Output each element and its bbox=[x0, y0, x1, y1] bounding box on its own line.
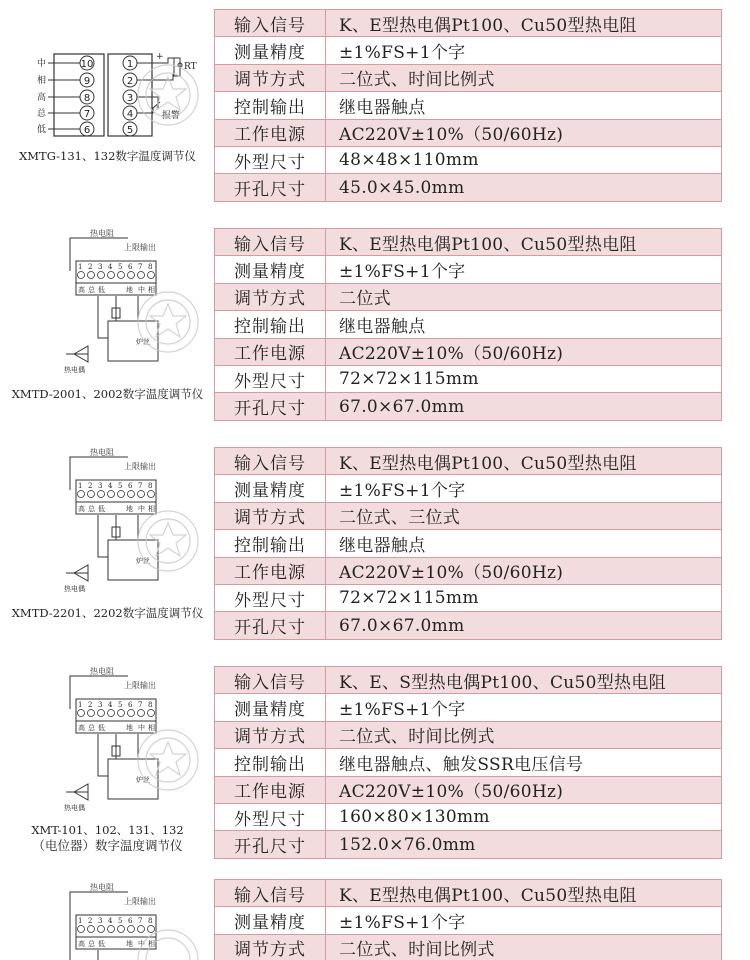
spec-row bbox=[215, 174, 722, 201]
spec-value: AC220V±10%（50/60Hz) bbox=[326, 776, 722, 803]
terminal-number: 7 bbox=[138, 701, 143, 709]
terminal-number: 7 bbox=[138, 482, 143, 490]
spec-value: 二位式、三位式 bbox=[326, 502, 722, 529]
wiring-diagram-svg bbox=[8, 226, 213, 376]
terminal-label: 相 bbox=[148, 286, 155, 294]
furnace-label: 炉丝 bbox=[136, 776, 150, 784]
thermocouple-label: 热电偶 bbox=[64, 585, 85, 593]
spec-table bbox=[214, 666, 722, 859]
spec-row bbox=[215, 584, 722, 611]
terminal-number: 1 bbox=[78, 482, 83, 490]
terminal-number: 5 bbox=[118, 917, 123, 925]
terminal-label: 低 bbox=[98, 286, 105, 294]
spec-row bbox=[215, 612, 722, 639]
terminal-label: 高 bbox=[78, 940, 85, 948]
terminal-number: 8 bbox=[148, 701, 153, 709]
spec-label: 测量精度 bbox=[215, 37, 326, 64]
diagram-label: 上限输出 bbox=[124, 897, 156, 906]
terminal-label: 高 bbox=[78, 286, 85, 294]
terminal-label: 中 bbox=[138, 724, 145, 732]
spec-row bbox=[215, 283, 722, 310]
terminal-number: 6 bbox=[128, 917, 133, 925]
terminal-label: 高 bbox=[78, 724, 85, 732]
spec-row bbox=[215, 803, 722, 830]
caption-line: XMT-101、102、131、132 bbox=[31, 823, 184, 837]
terminal-number: 3 bbox=[126, 93, 134, 104]
rt-label: RT bbox=[184, 62, 197, 72]
wiring-diagram-svg bbox=[8, 664, 213, 814]
spec-label: 外型尺寸 bbox=[215, 365, 326, 392]
terminal-label: 低 bbox=[98, 505, 105, 513]
terminal-number: 2 bbox=[126, 76, 134, 87]
wiring-diagram bbox=[8, 880, 213, 960]
spec-label: 开孔尺寸 bbox=[215, 174, 326, 201]
spec-row bbox=[215, 448, 722, 475]
terminal-label: 中 bbox=[138, 505, 145, 513]
spec-value: 二位式、时间比例式 bbox=[326, 64, 722, 91]
spec-label: 控制输出 bbox=[215, 311, 326, 338]
terminal-label: 高 bbox=[78, 505, 85, 513]
alarm-label: 报警 bbox=[162, 111, 181, 121]
spec-row bbox=[215, 146, 722, 173]
spec-label: 外型尺寸 bbox=[215, 584, 326, 611]
spec-value: ±1%FS+1个字 bbox=[326, 37, 722, 64]
spec-row bbox=[215, 64, 722, 91]
spec-value: 继电器触点 bbox=[326, 92, 722, 119]
furnace-label: 炉丝 bbox=[136, 557, 150, 565]
terminal-number: 2 bbox=[88, 701, 93, 709]
terminal-number: 5 bbox=[126, 125, 134, 136]
spec-label: 外型尺寸 bbox=[215, 803, 326, 830]
terminal-number: 8 bbox=[83, 93, 91, 104]
spec-value: 继电器触点 bbox=[326, 311, 722, 338]
terminal-number: 1 bbox=[78, 701, 83, 709]
spec-label: 控制输出 bbox=[215, 749, 326, 776]
plus-label: + bbox=[156, 52, 164, 62]
product-caption bbox=[0, 148, 215, 164]
spec-value: 45.0×45.0mm bbox=[326, 174, 722, 201]
terminal-number: 10 bbox=[80, 59, 94, 70]
product-caption bbox=[0, 386, 215, 402]
terminal-label: 总 bbox=[36, 109, 46, 119]
spec-label: 输入信号 bbox=[215, 10, 326, 37]
caption-line: （电位器）数字温度调节仪 bbox=[32, 838, 183, 853]
terminal-number: 3 bbox=[98, 263, 103, 271]
spec-value: AC220V±10%（50/60Hz) bbox=[326, 557, 722, 584]
wiring-diagram-svg bbox=[8, 50, 213, 140]
terminal-label: 相 bbox=[148, 724, 155, 732]
terminal-number: 3 bbox=[98, 701, 103, 709]
spec-row bbox=[215, 338, 722, 365]
spec-row bbox=[215, 667, 722, 694]
spec-value: 72×72×115mm bbox=[326, 584, 722, 611]
spec-row bbox=[215, 530, 722, 557]
wiring-diagram bbox=[8, 664, 213, 814]
spec-row bbox=[215, 557, 722, 584]
terminal-number: 4 bbox=[126, 109, 134, 120]
spec-label: 工作电源 bbox=[215, 776, 326, 803]
diagram-label: 上限输出 bbox=[124, 462, 156, 471]
caption-line: XMTD-2001、2002数字温度调节仪 bbox=[11, 387, 204, 401]
spec-value: 67.0×67.0mm bbox=[326, 612, 722, 639]
spec-value: ±1%FS+1个字 bbox=[326, 907, 722, 934]
spec-value: AC220V±10%（50/60Hz) bbox=[326, 338, 722, 365]
spec-label: 输入信号 bbox=[215, 448, 326, 475]
thermocouple-label: 热电偶 bbox=[64, 366, 85, 374]
spec-value: AC220V±10%（50/60Hz) bbox=[326, 119, 722, 146]
spec-value: K、E型热电偶Pt100、Cu50型热电阻 bbox=[326, 880, 722, 907]
spec-row bbox=[215, 776, 722, 803]
terminal-label: 地 bbox=[126, 724, 133, 732]
terminal-number: 2 bbox=[88, 263, 93, 271]
terminal-number: 9 bbox=[83, 76, 91, 87]
product-block bbox=[0, 0, 750, 210]
spec-row bbox=[215, 10, 722, 37]
spec-value: 二位式 bbox=[326, 283, 722, 310]
spec-table bbox=[214, 228, 722, 421]
spec-label: 输入信号 bbox=[215, 229, 326, 256]
terminal-label: 相 bbox=[148, 940, 155, 948]
spec-row bbox=[215, 907, 722, 934]
spec-value: ±1%FS+1个字 bbox=[326, 256, 722, 283]
spec-row bbox=[215, 934, 722, 960]
spec-table bbox=[214, 447, 722, 640]
terminal-number: 7 bbox=[138, 263, 143, 271]
terminal-label: 高 bbox=[36, 93, 46, 103]
product-block bbox=[0, 437, 750, 647]
terminal-label: 中 bbox=[138, 940, 145, 948]
terminal-label: 中 bbox=[138, 286, 145, 294]
spec-value: K、E型热电偶Pt100、Cu50型热电阻 bbox=[326, 10, 722, 37]
terminal-number: 5 bbox=[118, 263, 123, 271]
terminal-label: 相 bbox=[148, 505, 155, 513]
terminal-number: 6 bbox=[128, 482, 133, 490]
spec-label: 工作电源 bbox=[215, 557, 326, 584]
spec-label: 外型尺寸 bbox=[215, 146, 326, 173]
spec-row bbox=[215, 37, 722, 64]
terminal-number: 6 bbox=[128, 263, 133, 271]
diagram-label: 上限输出 bbox=[124, 681, 156, 690]
spec-label: 测量精度 bbox=[215, 907, 326, 934]
spec-row bbox=[215, 502, 722, 529]
spec-row bbox=[215, 229, 722, 256]
diagram-label: 热电阻 bbox=[90, 229, 114, 238]
terminal-label: 相 bbox=[36, 76, 46, 86]
terminal-number: 1 bbox=[78, 263, 83, 271]
spec-label: 调节方式 bbox=[215, 721, 326, 748]
spec-label: 开孔尺寸 bbox=[215, 831, 326, 858]
spec-value: 二位式、时间比例式 bbox=[326, 721, 722, 748]
spec-label: 控制输出 bbox=[215, 530, 326, 557]
spec-value: ±1%FS+1个字 bbox=[326, 694, 722, 721]
terminal-number: 4 bbox=[108, 701, 113, 709]
caption-line: XMTG-131、132数字温度调节仪 bbox=[19, 149, 196, 163]
spec-label: 调节方式 bbox=[215, 283, 326, 310]
spec-label: 调节方式 bbox=[215, 934, 326, 960]
product-caption bbox=[0, 822, 215, 854]
product-caption bbox=[0, 605, 215, 621]
spec-value: K、E型热电偶Pt100、Cu50型热电阻 bbox=[326, 448, 722, 475]
spec-label: 输入信号 bbox=[215, 667, 326, 694]
spec-value: 继电器触点 bbox=[326, 530, 722, 557]
terminal-label: 低 bbox=[98, 940, 105, 948]
spec-row bbox=[215, 365, 722, 392]
spec-row bbox=[215, 311, 722, 338]
spec-value: 继电器触点、触发SSR电压信号 bbox=[326, 749, 722, 776]
diagram-label: 热电阻 bbox=[90, 448, 114, 457]
spec-label: 开孔尺寸 bbox=[215, 612, 326, 639]
terminal-label: 总 bbox=[88, 940, 95, 948]
spec-row bbox=[215, 749, 722, 776]
spec-label: 工作电源 bbox=[215, 338, 326, 365]
terminal-label: 地 bbox=[126, 505, 133, 513]
spec-value: K、E、S型热电偶Pt100、Cu50型热电阻 bbox=[326, 667, 722, 694]
terminal-number: 2 bbox=[88, 917, 93, 925]
spec-label: 开孔尺寸 bbox=[215, 393, 326, 420]
terminal-label: 地 bbox=[126, 940, 133, 948]
spec-row bbox=[215, 880, 722, 907]
spec-label: 控制输出 bbox=[215, 92, 326, 119]
terminal-number: 8 bbox=[148, 263, 153, 271]
spec-value: 72×72×115mm bbox=[326, 365, 722, 392]
spec-value: 二位式、时间比例式 bbox=[326, 934, 722, 960]
wiring-diagram bbox=[8, 50, 213, 140]
terminal-number: 6 bbox=[128, 701, 133, 709]
product-block bbox=[0, 218, 750, 428]
spec-label: 工作电源 bbox=[215, 119, 326, 146]
wiring-diagram-svg bbox=[8, 880, 213, 960]
spec-row bbox=[215, 475, 722, 502]
diagram-label: 热电阻 bbox=[90, 883, 114, 892]
terminal-number: 5 bbox=[118, 482, 123, 490]
spec-label: 测量精度 bbox=[215, 475, 326, 502]
spec-label: 输入信号 bbox=[215, 880, 326, 907]
spec-label: 调节方式 bbox=[215, 64, 326, 91]
spec-row bbox=[215, 119, 722, 146]
furnace-label: 炉丝 bbox=[136, 338, 150, 346]
terminal-number: 1 bbox=[78, 917, 83, 925]
wiring-diagram-svg bbox=[8, 445, 213, 595]
diagram-label: 上限输出 bbox=[124, 243, 156, 252]
terminal-number: 4 bbox=[108, 482, 113, 490]
spec-table bbox=[214, 9, 722, 202]
terminal-number: 4 bbox=[108, 263, 113, 271]
spec-row bbox=[215, 831, 722, 858]
terminal-label: 低 bbox=[98, 724, 105, 732]
terminal-number: 1 bbox=[126, 59, 134, 70]
wiring-diagram bbox=[8, 445, 213, 595]
spec-value: 152.0×76.0mm bbox=[326, 831, 722, 858]
terminal-number: 4 bbox=[108, 917, 113, 925]
terminal-label: 总 bbox=[88, 286, 95, 294]
terminal-label: 总 bbox=[88, 505, 95, 513]
caption-line: XMTD-2201、2202数字温度调节仪 bbox=[11, 606, 204, 620]
spec-row bbox=[215, 694, 722, 721]
terminal-number: 8 bbox=[148, 482, 153, 490]
spec-value: 160×80×130mm bbox=[326, 803, 722, 830]
product-block bbox=[0, 656, 750, 866]
spec-label: 调节方式 bbox=[215, 502, 326, 529]
terminal-number: 3 bbox=[98, 482, 103, 490]
terminal-label: 总 bbox=[88, 724, 95, 732]
terminal-number: 5 bbox=[118, 701, 123, 709]
spec-value: ±1%FS+1个字 bbox=[326, 475, 722, 502]
spec-row bbox=[215, 92, 722, 119]
spec-row bbox=[215, 256, 722, 283]
thermocouple-label: 热电偶 bbox=[64, 804, 85, 812]
spec-row bbox=[215, 393, 722, 420]
terminal-number: 7 bbox=[138, 917, 143, 925]
terminal-number: 3 bbox=[98, 917, 103, 925]
diagram-label: 热电阻 bbox=[90, 667, 114, 676]
spec-value: 67.0×67.0mm bbox=[326, 393, 722, 420]
spec-label: 测量精度 bbox=[215, 694, 326, 721]
spec-row bbox=[215, 721, 722, 748]
spec-value: K、E型热电偶Pt100、Cu50型热电阻 bbox=[326, 229, 722, 256]
terminal-number: 8 bbox=[148, 917, 153, 925]
terminal-label: 地 bbox=[126, 286, 133, 294]
terminal-label: 低 bbox=[36, 125, 46, 135]
spec-table bbox=[214, 879, 722, 960]
terminal-label: 中 bbox=[36, 59, 46, 69]
wiring-diagram bbox=[8, 226, 213, 376]
terminal-number: 2 bbox=[88, 482, 93, 490]
terminal-number: 7 bbox=[83, 109, 91, 120]
spec-label: 测量精度 bbox=[215, 256, 326, 283]
spec-value: 48×48×110mm bbox=[326, 146, 722, 173]
product-block bbox=[0, 874, 750, 960]
terminal-number: 6 bbox=[83, 125, 91, 136]
